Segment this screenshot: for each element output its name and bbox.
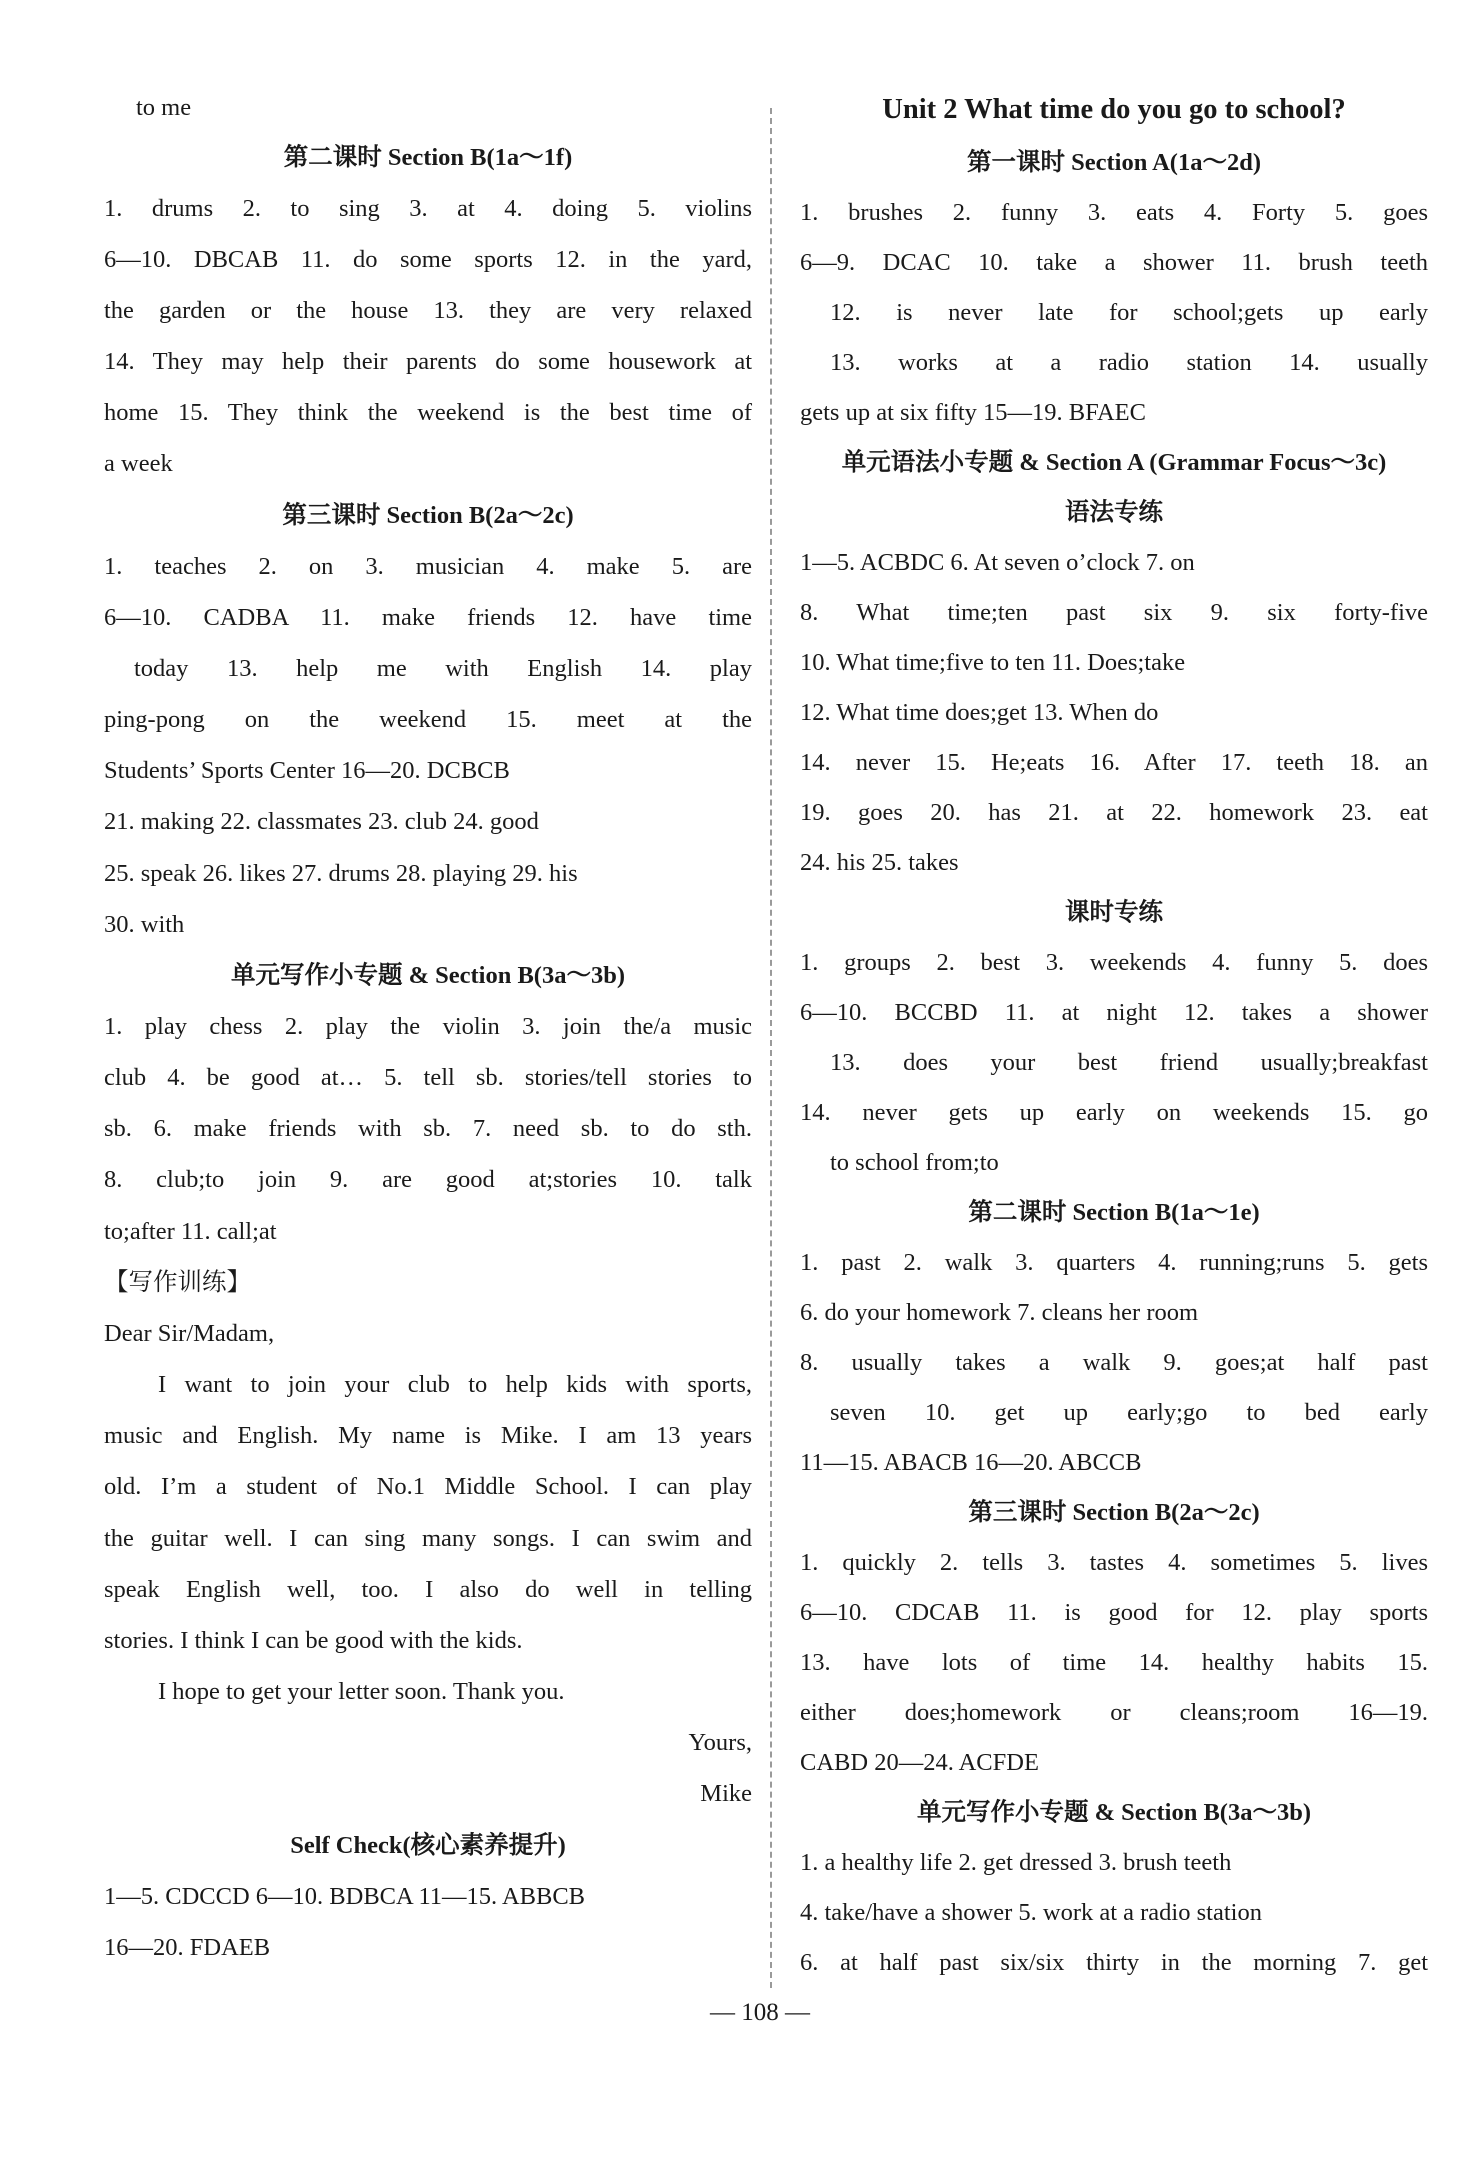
answer-line: 【写作训练】	[104, 1269, 251, 1296]
answer-line: 19. goes 20. has 21. at 22. homework 23. eat	[800, 799, 1428, 826]
answer-line: 1—5. ACBDC 6. At seven o’clock 7. on	[800, 549, 1195, 576]
answer-line: gets up at six fifty 15—19. BFAEC	[800, 399, 1146, 426]
answer-line: to;after 11. call;at	[104, 1218, 277, 1245]
answer-line: CABD 20—24. ACFDE	[800, 1749, 1039, 1776]
answer-line: old. I’m a student of No.1 Middle School. I can play	[104, 1473, 752, 1500]
answer-line: the garden or the house 13. they are very relaxed	[104, 297, 752, 324]
answer-line: 6—10. CADBA 11. make friends 12. have time	[104, 604, 752, 631]
answer-line: seven 10. get up early;go to bed early	[830, 1399, 1428, 1426]
answer-line: 1. past 2. walk 3. quarters 4. running;runs 5. gets	[800, 1249, 1428, 1276]
answer-line: 8. usually takes a walk 9. goes;at half past	[800, 1349, 1428, 1376]
section-heading: 第三课时 Section B(2a～2c)	[282, 502, 574, 529]
section-heading: 单元写作小专题 & Section B(3a～3b)	[916, 1799, 1312, 1826]
answer-line: 11—15. ABACB 16—20. ABCCB	[800, 1449, 1142, 1476]
answer-line: 8. What time;ten past six 9. six forty-five	[800, 599, 1428, 626]
answer-line: 1. play chess 2. play the violin 3. join the/a music	[104, 1013, 752, 1040]
section-heading: 课时专练	[1065, 899, 1163, 926]
answer-line: 1. drums 2. to sing 3. at 4. doing 5. violins	[104, 195, 752, 222]
answer-line: sb. 6. make friends with sb. 7. need sb. to do sth.	[104, 1115, 752, 1142]
answer-line: 21. making 22. classmates 23. club 24. good	[104, 808, 539, 835]
answer-line: 12. What time does;get 13. When do	[800, 699, 1159, 726]
answer-line: 14. never 15. He;eats 16. After 17. teeth 18. an	[800, 749, 1428, 776]
answer-line: 1. a healthy life 2. get dressed 3. brush teeth	[800, 1849, 1232, 1876]
page-number: — 108 —	[710, 1999, 810, 2026]
answer-line: 12. is never late for school;gets up early	[830, 299, 1428, 326]
answer-line: 6—10. BCCBD 11. at night 12. takes a shower	[800, 999, 1428, 1026]
answer-line: to school from;to	[830, 1149, 999, 1176]
answer-line: 4. take/have a shower 5. work at a radio station	[800, 1899, 1262, 1926]
answer-line: today 13. help me with English 14. play	[134, 655, 752, 682]
answer-line: the guitar well. I can sing many songs. I can swim and	[104, 1525, 752, 1552]
answer-line: 14. never gets up early on weekends 15. go	[800, 1099, 1428, 1126]
answer-line: 1. groups 2. best 3. weekends 4. funny 5. does	[800, 949, 1428, 976]
answer-line: 1. quickly 2. tells 3. tastes 4. sometimes 5. lives	[800, 1549, 1428, 1576]
answer-line: 16—20. FDAEB	[104, 1934, 271, 1961]
section-heading: 第一课时 Section A(1a～2d)	[967, 149, 1261, 176]
answer-line: stories. I think I can be good with the kids.	[104, 1627, 523, 1654]
section-heading: 第二课时 Section B(1a～1e)	[968, 1199, 1260, 1226]
answer-line: 13. have lots of time 14. healthy habits 15.	[800, 1649, 1428, 1676]
answer-line: club 4. be good at… 5. tell sb. stories/tell stories to	[104, 1064, 752, 1091]
answer-line: home 15. They think the weekend is the best time of	[104, 399, 752, 426]
answer-line: I want to join your club to help kids with sports,	[158, 1371, 752, 1398]
answer-line: 1—5. CDCCD 6—10. BDBCA 11—15. ABBCB	[104, 1883, 586, 1910]
section-heading: 第三课时 Section B(2a～2c)	[968, 1499, 1260, 1526]
answer-line: 6—9. DCAC 10. take a shower 11. brush teeth	[800, 249, 1428, 276]
section-heading: Unit 2 What time do you go to school?	[882, 94, 1346, 125]
answer-line: speak English well, too. I also do well in telling	[104, 1576, 752, 1603]
answer-line: 13. does your best friend usually;breakfast	[830, 1049, 1428, 1076]
answer-line: either does;homework or cleans;room 16—19.	[800, 1699, 1428, 1726]
section-heading: 单元语法小专题 & Section A (Grammar Focus～3c)	[841, 449, 1387, 476]
answer-line: 6—10. CDCAB 11. is good for 12. play sports	[800, 1599, 1428, 1626]
answer-line: 6. do your homework 7. cleans her room	[800, 1299, 1199, 1326]
answer-line: a week	[104, 450, 173, 477]
answer-line: 25. speak 26. likes 27. drums 28. playing 29. his	[104, 860, 578, 887]
answer-line: 10. What time;five to ten 11. Does;take	[800, 649, 1186, 676]
section-heading: 单元写作小专题 & Section B(3a～3b)	[230, 962, 626, 989]
answer-line: 13. works at a radio station 14. usually	[830, 349, 1428, 376]
answer-line: music and English. My name is Mike. I am 13 years	[104, 1422, 752, 1449]
answer-line: Yours,	[688, 1729, 752, 1756]
answer-line: 24. his 25. takes	[800, 849, 959, 876]
answer-line: Mike	[700, 1780, 752, 1807]
answer-line: 30. with	[104, 911, 185, 938]
answer-line: 6. at half past six/six thirty in the morning 7. get	[800, 1949, 1428, 1976]
section-heading: 第二课时 Section B(1a～1f)	[283, 144, 573, 171]
section-heading: 语法专练	[1065, 499, 1163, 526]
answer-line: 14. They may help their parents do some housework at	[104, 348, 752, 375]
answer-line: ping-pong on the weekend 15. meet at the	[104, 706, 752, 733]
answer-line: 6—10. DBCAB 11. do some sports 12. in the yard,	[104, 246, 752, 273]
answer-line: Students’ Sports Center 16—20. DCBCB	[104, 757, 510, 784]
column-divider	[770, 108, 772, 1988]
answer-line: 1. teaches 2. on 3. musician 4. make 5. are	[104, 553, 752, 580]
answer-line: 1. brushes 2. funny 3. eats 4. Forty 5. goes	[800, 199, 1428, 226]
answer-line: I hope to get your letter soon. Thank you.	[158, 1678, 565, 1705]
answer-line: 8. club;to join 9. are good at;stories 10. talk	[104, 1166, 752, 1193]
answer-line: to me	[136, 94, 192, 121]
answer-line: Dear Sir/Madam,	[104, 1320, 275, 1347]
section-heading: Self Check(核心素养提升)	[290, 1832, 566, 1859]
